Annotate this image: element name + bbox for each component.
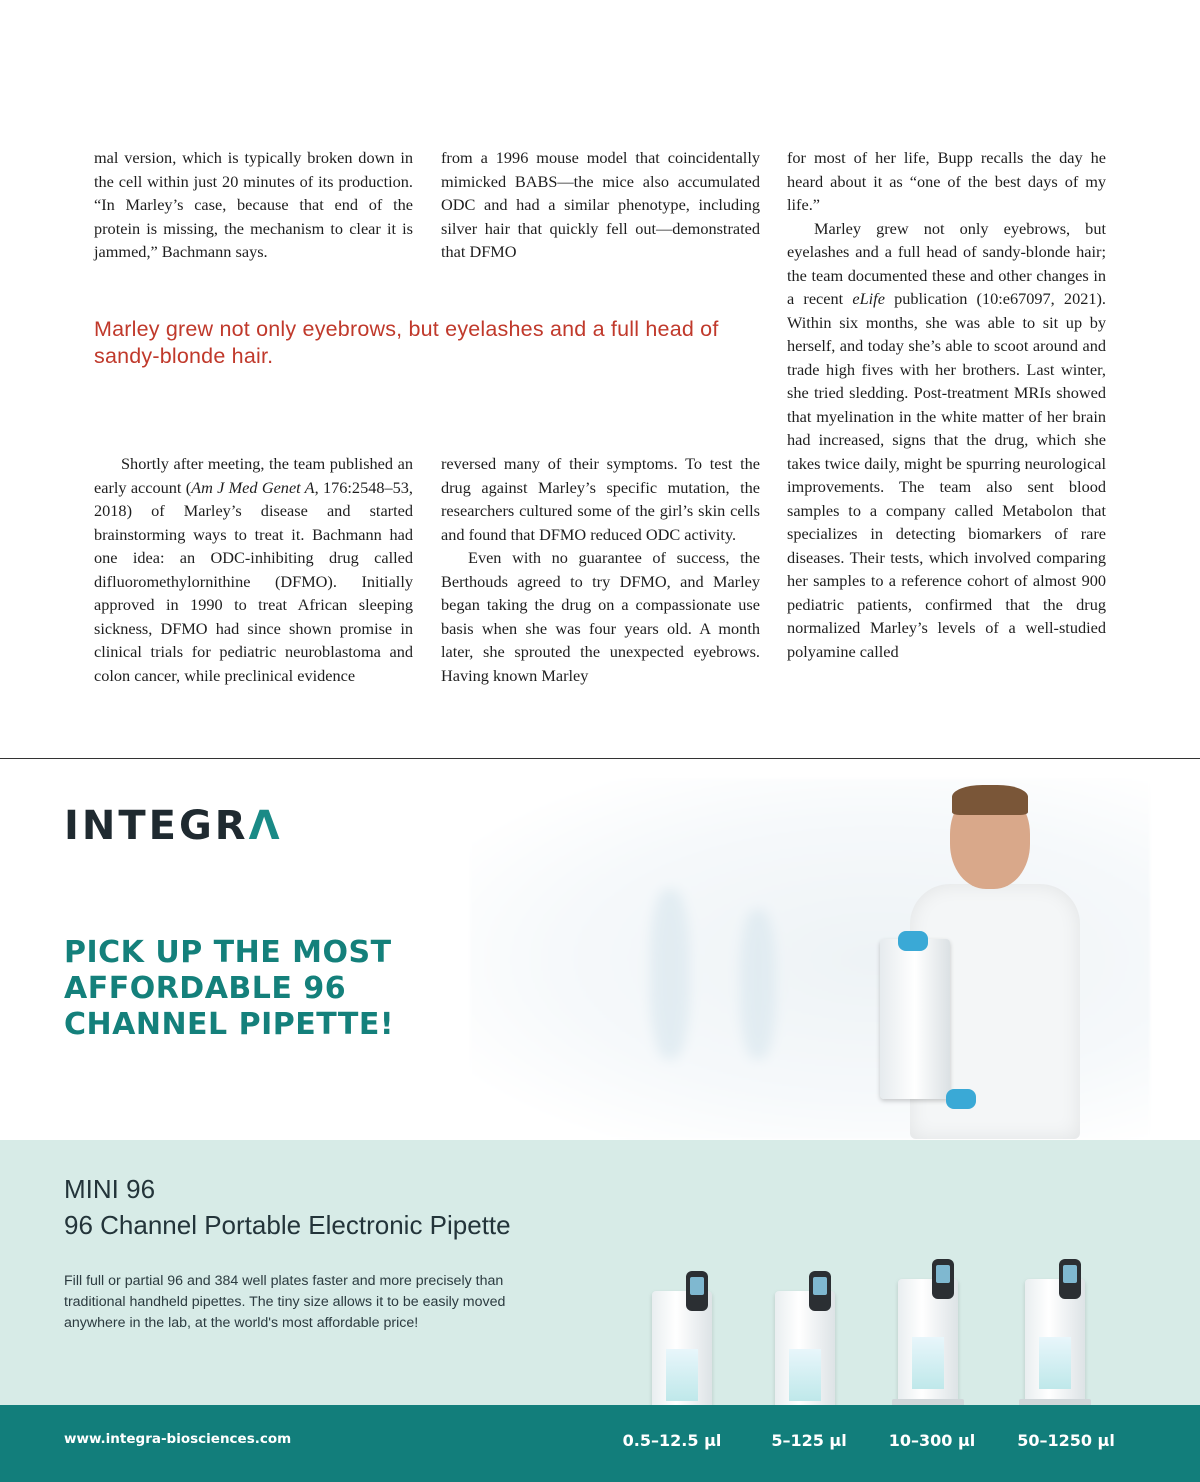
journal-name: Am J Med Genet A bbox=[191, 477, 315, 497]
pipette-image bbox=[888, 1259, 968, 1409]
journal-name: eLife bbox=[852, 289, 885, 308]
pipette-image bbox=[642, 1271, 722, 1421]
article-col3 bbox=[787, 146, 1106, 663]
volume-label: 50–1250 µl bbox=[1017, 1431, 1115, 1450]
paragraph: from a 1996 mouse model that coincidentally mimicked BABS—the mice also accumulated ODC and had a similar phenotype, including silver hair that quickly fell out—demonstrated that DFMO bbox=[441, 148, 760, 261]
integra-logo: INTEGRΛ bbox=[64, 803, 283, 849]
ad-headline: PICK UP THE MOST AFFORDABLE 96 CHANNEL PIPETTE! bbox=[64, 935, 395, 1042]
text: Marley grew not only eyebrows, but eyelashes and a full head of sandy-blonde hair; the team documented these and other changes in a recent bbox=[787, 218, 1106, 308]
text: Shortly after meeting, the team published an early account ( bbox=[94, 454, 413, 497]
paragraph: Even with no guarantee of success, the Berthouds agreed to try DFMO, and Marley began taking the drug on a compassionate use basis when she was four years old. A month later, she sprouted the unexpected eyebrows. Having known Marley bbox=[441, 548, 760, 685]
glove bbox=[946, 1089, 976, 1109]
text: , 176:2548–53, 2018) of Marley’s disease and started brainstorming ways to treat it. Bachmann had one idea: an ODC-inhibiting drug called difluoromethylornithine (DFMO). Initially approved in 1990 to treat African sleeping sickness, DFMO had since shown promise in clinical trials for pediatric neuroblastoma and colon cancer, while preclinical evidence bbox=[94, 477, 413, 685]
article-col1-bottom bbox=[94, 452, 413, 687]
scientist-photo bbox=[880, 789, 1080, 1139]
article-col1-top bbox=[94, 146, 413, 264]
article-col2-top bbox=[441, 146, 760, 264]
paragraph: reversed many of their symptoms. To test the drug against Marley’s specific mutation, the researchers cultured some of the girl’s skin cells and found that DFMO reduced ODC activity. bbox=[441, 454, 760, 544]
blurred-equipment bbox=[740, 909, 776, 1059]
glove bbox=[898, 931, 928, 951]
volume-label: 5–125 µl bbox=[771, 1431, 847, 1450]
website-link[interactable]: www.integra-biosciences.com bbox=[64, 1431, 292, 1447]
pipette-device bbox=[880, 939, 950, 1099]
pipette-image bbox=[765, 1271, 845, 1421]
paragraph: for most of her life, Bupp recalls the day he heard about it as “one of the best days of my life.” bbox=[787, 148, 1106, 214]
article-col2-bottom bbox=[441, 452, 760, 687]
volume-label: 10–300 µl bbox=[888, 1431, 976, 1450]
advertisement bbox=[0, 759, 1200, 1482]
paragraph: mal version, which is typically broken down in the cell within just 20 minutes of its production. “In Marley’s case, because that end of the protein is missing, the mechanism to clear it is jammed,” Bachmann says. bbox=[94, 148, 413, 261]
text: publication (10:e67097, 2021). Within six months, she was able to sit up by herself, and today she’s able to scoot around and trade high fives with her brothers. Last winter, she tried sledding. Post-treatment MRIs showed that myelination in the white matter of her brain had increased, signs that the drug, which she takes twice daily, might be spurring neurological improvements. The team also sent blood samples to a company called Metabolon that specializes in detecting biomarkers of rare diseases. Their tests, which involved comparing her samples to a reference cohort of almost 900 pediatric patients, confirmed that the drug normalized Marley’s levels of a well-studied polyamine called bbox=[787, 289, 1106, 661]
paragraph bbox=[94, 452, 413, 687]
pipette-image bbox=[1015, 1259, 1095, 1409]
pull-quote: Marley grew not only eyebrows, but eyelashes and a full head of sandy-blonde hair. bbox=[94, 317, 719, 368]
product-description: Fill full or partial 96 and 384 well plates faster and more precisely than traditional handheld pipettes. The tiny size allows it to be easily moved anywhere in the lab, at the world's most affordable price! bbox=[64, 1273, 506, 1331]
product-title: MINI 96 96 Channel Portable Electronic Pipette bbox=[64, 1174, 511, 1240]
volume-label: 0.5–12.5 µl bbox=[622, 1431, 722, 1450]
paragraph bbox=[787, 217, 1106, 664]
blurred-equipment bbox=[650, 889, 690, 1059]
hair bbox=[952, 785, 1028, 815]
